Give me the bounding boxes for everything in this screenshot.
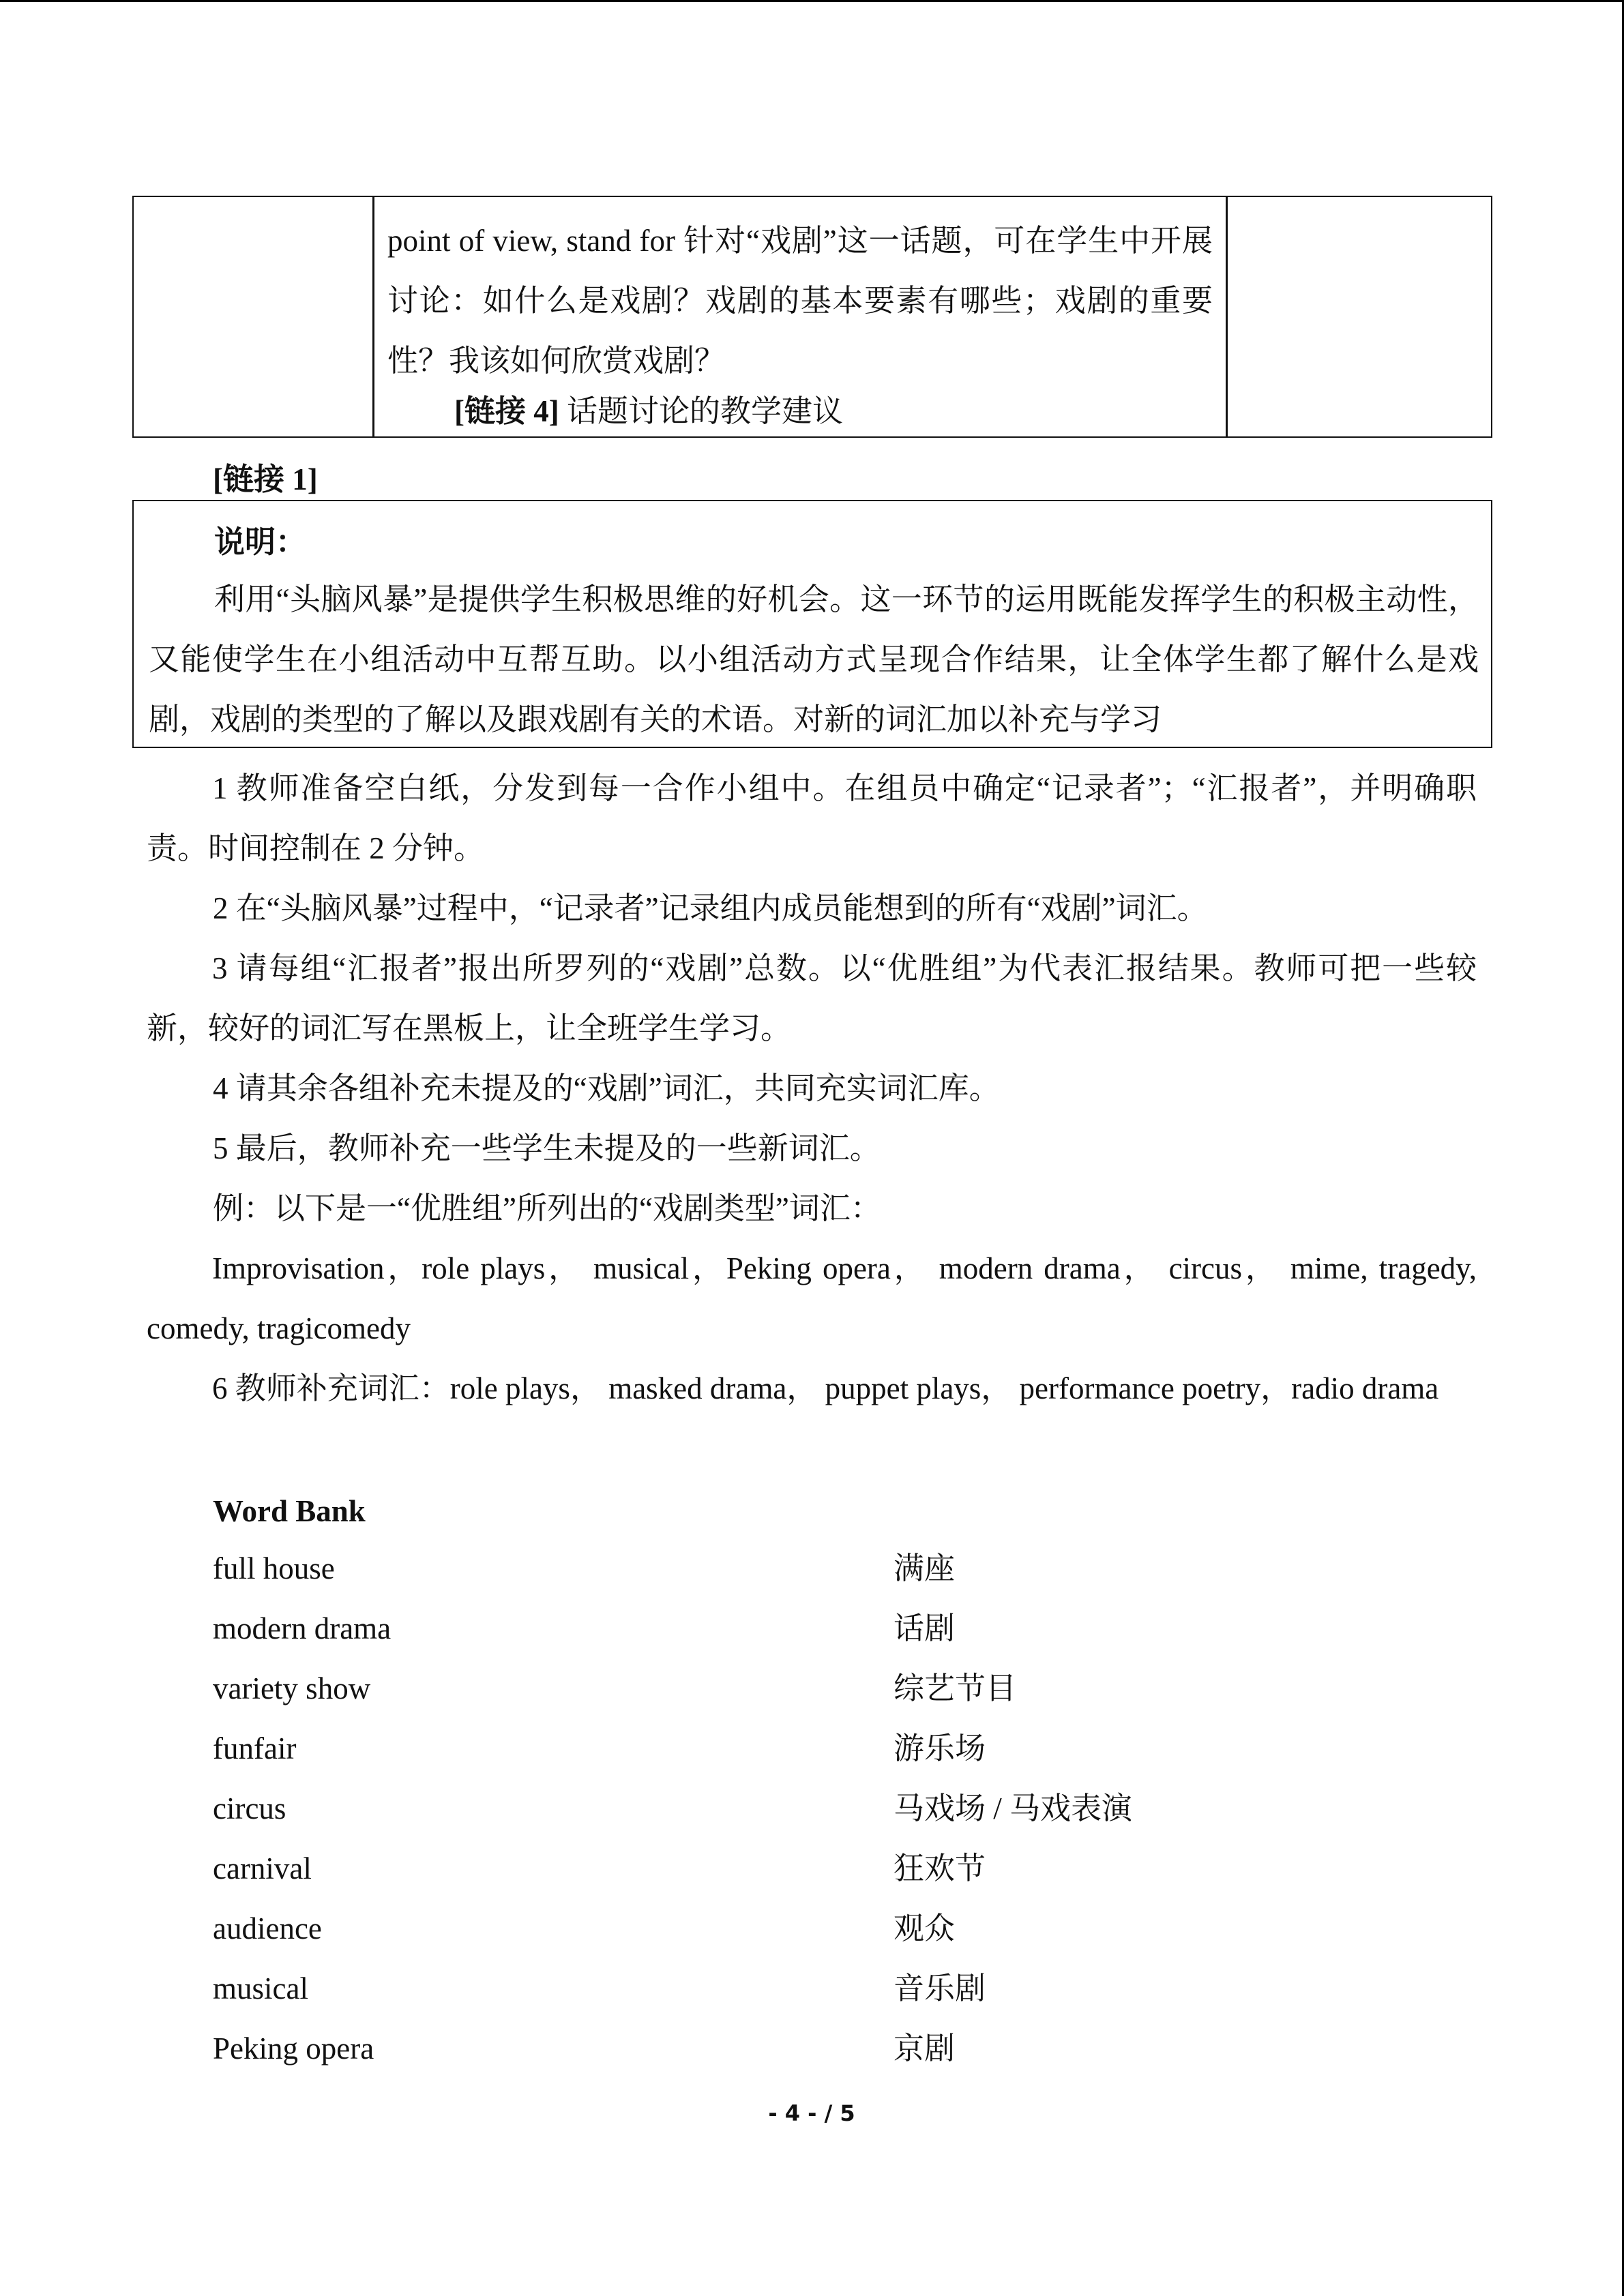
word-bank-english: variety show	[213, 1671, 371, 1705]
note-body: 利用“头脑风暴”是提供学生积极思维的好机会。这一环节的运用既能发挥学生的积极主动性，又能使学生在小组活动中互帮互助。以小组活动方式呈现合作结果，让全体学生都了解什么是戏剧，戏剧的类型的了解以及跟戏剧有关的术语。对新的词汇加以补充与学习	[149, 582, 1479, 736]
word-bank-heading: Word Bank	[213, 1494, 366, 1528]
word-bank-row	[213, 1598, 1304, 1658]
word-bank-row	[213, 1658, 1304, 1718]
word-bank-row	[213, 1718, 1304, 1778]
word-bank-chinese: 满座	[894, 1551, 956, 1585]
word-bank-chinese: 音乐剧	[894, 1971, 986, 2006]
step-5: 5 最后，教师补充一些学生未提及的一些新词汇。	[213, 1131, 881, 1165]
step-4: 4 请其余各组补充未提及的“戏剧”词汇，共同充实词汇库。	[213, 1071, 1000, 1105]
word-bank-row	[213, 1838, 1304, 1898]
word-bank-english: audience	[213, 1911, 322, 1945]
table-column-divider	[1226, 197, 1228, 436]
page-number: - 4 - / 5	[768, 2100, 855, 2126]
word-bank-chinese: 京剧	[894, 2031, 956, 2066]
word-bank-row	[213, 1778, 1304, 1838]
page-top-border	[0, 0, 1624, 2]
word-bank-english: carnival	[213, 1851, 312, 1885]
note-box	[132, 500, 1492, 748]
word-bank-row	[213, 1898, 1304, 1958]
example-intro: 例：以下是一“优胜组”所列出的“戏剧类型”词汇：	[213, 1191, 881, 1225]
word-bank-english: circus	[213, 1791, 286, 1825]
step-6: 6 教师补充词汇：role plays， masked drama， puppet plays， performance poetry，radio drama	[212, 1371, 1439, 1405]
word-bank-english: Peking opera	[213, 2031, 374, 2066]
step-2: 2 在“头脑风暴”过程中，“记录者”记录组内成员能想到的所有“戏剧”词汇。	[213, 891, 1208, 925]
table-column-divider	[372, 197, 374, 436]
word-bank-english: modern drama	[213, 1611, 392, 1645]
table-cell-text: point of view, stand for 针对“戏剧”这一话题，可在学生中开展讨论：如什么是戏剧？戏剧的基本要素有哪些；戏剧的重要性？我该如何欣赏戏剧？	[387, 224, 1213, 378]
word-bank-row	[213, 2018, 1304, 2078]
note-title: 说明：	[214, 525, 307, 559]
link-4-text: 话题讨论的教学建议	[559, 394, 843, 428]
word-bank-english: full house	[213, 1551, 335, 1585]
lesson-table	[132, 196, 1492, 438]
link-1-heading: [链接 1]	[213, 462, 318, 496]
word-bank-chinese: 游乐场	[894, 1731, 986, 1765]
example-words: Improvisation，role plays， musical，Peking opera， modern drama， circus， mime, tragedy, comedy, tragicomedy	[147, 1251, 1477, 1345]
word-bank-chinese: 综艺节目	[894, 1671, 1017, 1705]
step-3: 3 请每组“汇报者”报出所罗列的“戏剧”总数。以“优胜组”为代表汇报结果。教师可把一些较新，较好的词汇写在黑板上，让全班学生学习。	[147, 951, 1477, 1045]
word-bank-chinese: 话剧	[894, 1611, 956, 1645]
step-1: 1 教师准备空白纸，分发到每一合作小组中。在组员中确定“记录者”；“汇报者”，并明确职责。时间控制在 2 分钟。	[147, 771, 1477, 865]
word-bank-english: musical	[213, 1971, 308, 2006]
word-bank-chinese: 观众	[894, 1911, 956, 1945]
word-bank-chinese: 马戏场 / 马戏表演	[894, 1791, 1133, 1825]
word-bank-row	[213, 1538, 1304, 1598]
word-bank-chinese: 狂欢节	[894, 1851, 986, 1885]
table-cell-link	[454, 381, 843, 441]
word-bank-english: funfair	[213, 1731, 297, 1765]
word-bank-row	[213, 1958, 1304, 2018]
link-4-label: [链接 4]	[454, 394, 559, 428]
